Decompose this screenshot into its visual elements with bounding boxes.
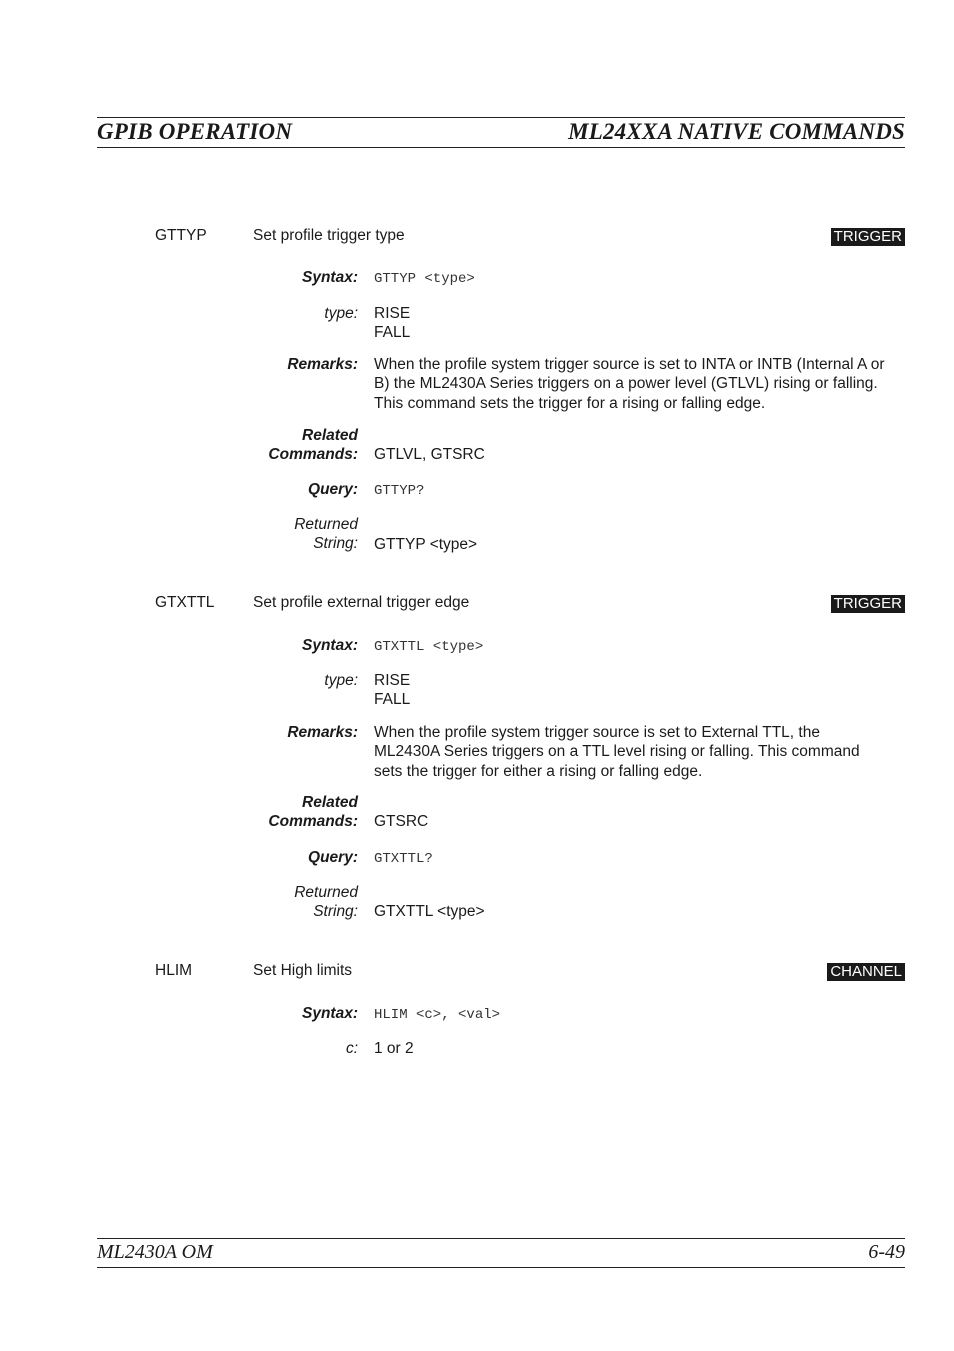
related-commands-label: [268, 426, 358, 464]
command-name: GTXTTL: [155, 594, 215, 611]
header-chapter-title: ML24XXA NATIVE COMMANDS: [568, 119, 905, 144]
category-tag: CHANNEL: [827, 963, 905, 981]
related-commands-value: GTLVL, GTSRC: [374, 446, 485, 463]
syntax-label: Syntax:: [302, 637, 358, 654]
remarks-text: [374, 723, 908, 781]
param-value: RISE: [374, 672, 411, 689]
syntax-value: HLIM <c>, <val>: [374, 1007, 501, 1023]
param-values: [374, 304, 908, 343]
page-footer: [97, 1238, 905, 1268]
syntax-value: GTTYP <type>: [374, 271, 475, 287]
query-value: GTXTTL?: [374, 851, 433, 867]
remarks-line: ML2430A Series triggers on a TTL level rising or falling. This command: [374, 743, 860, 761]
label-line: Commands:: [268, 446, 358, 463]
query-label: Query:: [308, 481, 358, 498]
command-description: Set profile external trigger edge: [253, 594, 470, 611]
remarks-line: B) the ML2430A Series triggers on a power level (GTLVL) rising or falling.: [374, 375, 878, 393]
query-label: Query:: [308, 849, 358, 866]
label-line: Returned: [294, 516, 358, 533]
category-tag: TRIGGER: [831, 228, 905, 246]
syntax-value: GTXTTL <type>: [374, 639, 484, 655]
param-value: FALL: [374, 324, 411, 342]
page-number: 6-49: [868, 1241, 905, 1263]
command-name: HLIM: [155, 962, 193, 979]
remarks-text: [374, 355, 908, 413]
returned-string-value: GTTYP <type>: [374, 536, 478, 553]
remarks-label: Remarks:: [287, 356, 358, 373]
category-tag: TRIGGER: [831, 595, 905, 613]
command-description: Set High limits: [253, 962, 353, 979]
label-line: String:: [313, 535, 358, 552]
label-line: String:: [313, 903, 358, 920]
param-value: 1 or 2: [374, 1040, 414, 1057]
returned-string-label: [294, 515, 358, 553]
footer-manual-name: ML2430A OM: [97, 1241, 213, 1263]
related-commands-value: GTSRC: [374, 813, 429, 830]
syntax-label: Syntax:: [302, 269, 358, 286]
page-header: [97, 117, 905, 148]
param-label: type:: [324, 672, 358, 689]
remarks-line: When the profile system trigger source is set to External TTL, the: [374, 724, 820, 741]
remarks-line: This command sets the trigger for a rising or falling edge.: [374, 394, 766, 412]
syntax-label: Syntax:: [302, 1005, 358, 1022]
param-value: FALL: [374, 691, 411, 709]
query-value: GTTYP?: [374, 483, 425, 499]
remarks-label: Remarks:: [287, 724, 358, 741]
returned-string-value: GTXTTL <type>: [374, 903, 485, 920]
label-line: Related: [302, 794, 358, 811]
label-line: Returned: [294, 884, 358, 901]
label-line: Related: [302, 427, 358, 444]
remarks-line: sets the trigger for either a rising or falling edge.: [374, 762, 703, 780]
command-description: Set profile trigger type: [253, 227, 405, 244]
remarks-line: When the profile system trigger source is set to INTA or INTB (Internal A or: [374, 356, 885, 373]
param-values: [374, 671, 908, 710]
returned-string-label: [294, 883, 358, 921]
label-line: Commands:: [268, 813, 358, 830]
param-label: type:: [324, 305, 358, 322]
header-section-title: GPIB OPERATION: [97, 119, 293, 144]
param-value: RISE: [374, 305, 411, 322]
related-commands-label: [268, 793, 358, 831]
param-label: c:: [345, 1040, 358, 1057]
command-name: GTTYP: [155, 227, 207, 244]
